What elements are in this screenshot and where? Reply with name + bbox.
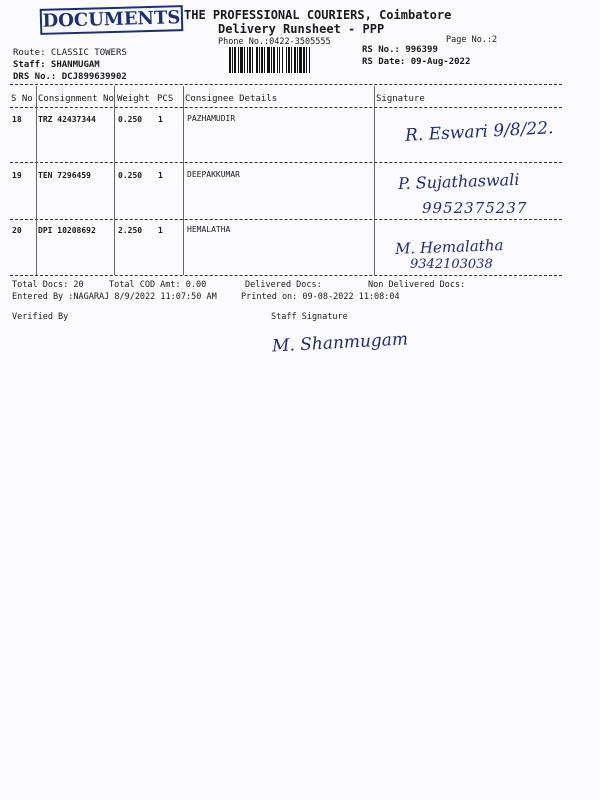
- row-divider: [10, 219, 562, 220]
- column-divider: [183, 86, 184, 275]
- route: Route: CLASSIC TOWERS: [13, 48, 127, 58]
- handwritten-signature: P. Sujathaswali: [397, 169, 520, 194]
- row-pcs: 1: [158, 115, 163, 124]
- row-consignment: DPI 10208692: [38, 226, 96, 235]
- table-header-rule: [10, 107, 562, 108]
- col-weight: Weight: [117, 94, 150, 104]
- row-pcs: 1: [158, 171, 163, 180]
- entered-by: Entered By :NAGARAJ 8/9/2022 11:07:50 AM: [12, 292, 217, 302]
- total-docs: Total Docs: 20: [12, 280, 84, 290]
- rs-date: RS Date: 09-Aug-2022: [362, 57, 471, 67]
- staff-handwritten-signature: M. Shanmugam: [271, 329, 409, 357]
- barcode: [229, 47, 340, 73]
- drs-number: DRS No.: DCJ899639902: [13, 72, 127, 82]
- handwritten-signature: R. Eswari 9/8/22.: [404, 118, 554, 146]
- rs-number: RS No.: 996399: [362, 45, 438, 55]
- company-name: THE PROFESSIONAL COURIERS, Coimbatore: [184, 8, 452, 22]
- row-sno: 19: [12, 171, 22, 180]
- handwritten-signature: M. Hemalatha: [394, 236, 504, 258]
- document-title: Delivery Runsheet - PPP: [218, 22, 385, 36]
- non-delivered-docs: Non Delivered Docs:: [368, 280, 466, 290]
- row-sno: 18: [12, 115, 22, 124]
- col-consignee: Consignee Details: [185, 94, 278, 104]
- row-weight: 0.250: [118, 115, 143, 124]
- row-pcs: 1: [158, 226, 163, 235]
- documents-stamp: DOCUMENTS: [40, 5, 184, 35]
- page-number: Page No.:2: [446, 35, 498, 45]
- column-divider: [114, 86, 115, 275]
- table-top-rule: [10, 84, 562, 85]
- col-pcs: PCS: [157, 94, 174, 104]
- delivered-docs: Delivered Docs:: [245, 280, 322, 290]
- verified-by-label: Verified By: [12, 312, 69, 322]
- table-bottom-rule: [10, 275, 562, 276]
- handwritten-phone: 9342103038: [410, 257, 493, 272]
- row-weight: 0.250: [118, 171, 143, 180]
- phone-number: Phone No.:0422-3505555: [218, 37, 331, 47]
- row-consignment: TRZ 42437344: [38, 115, 96, 124]
- handwritten-phone: 9952375237: [422, 199, 528, 217]
- row-divider: [10, 162, 562, 163]
- total-cod: Total COD Amt: 0.00: [109, 280, 207, 290]
- column-divider: [374, 86, 375, 275]
- printed-on: Printed on: 09-08-2022 11:08:04: [241, 292, 400, 302]
- col-signature: Signature: [376, 94, 425, 104]
- staff-name: Staff: SHANMUGAM: [13, 60, 100, 70]
- row-sno: 20: [12, 226, 22, 235]
- row-consignee: HEMALATHA: [187, 225, 231, 234]
- staff-signature-label: Staff Signature: [271, 312, 348, 322]
- row-consignee: PAZHAMUDIR: [187, 114, 236, 123]
- col-consignment: Consignment No: [38, 94, 114, 104]
- col-sno: S No: [11, 94, 33, 104]
- row-consignee: DEEPAKKUMAR: [187, 170, 240, 179]
- row-weight: 2.250: [118, 226, 143, 235]
- row-consignment: TEN 7296459: [38, 171, 91, 180]
- column-divider: [36, 86, 37, 275]
